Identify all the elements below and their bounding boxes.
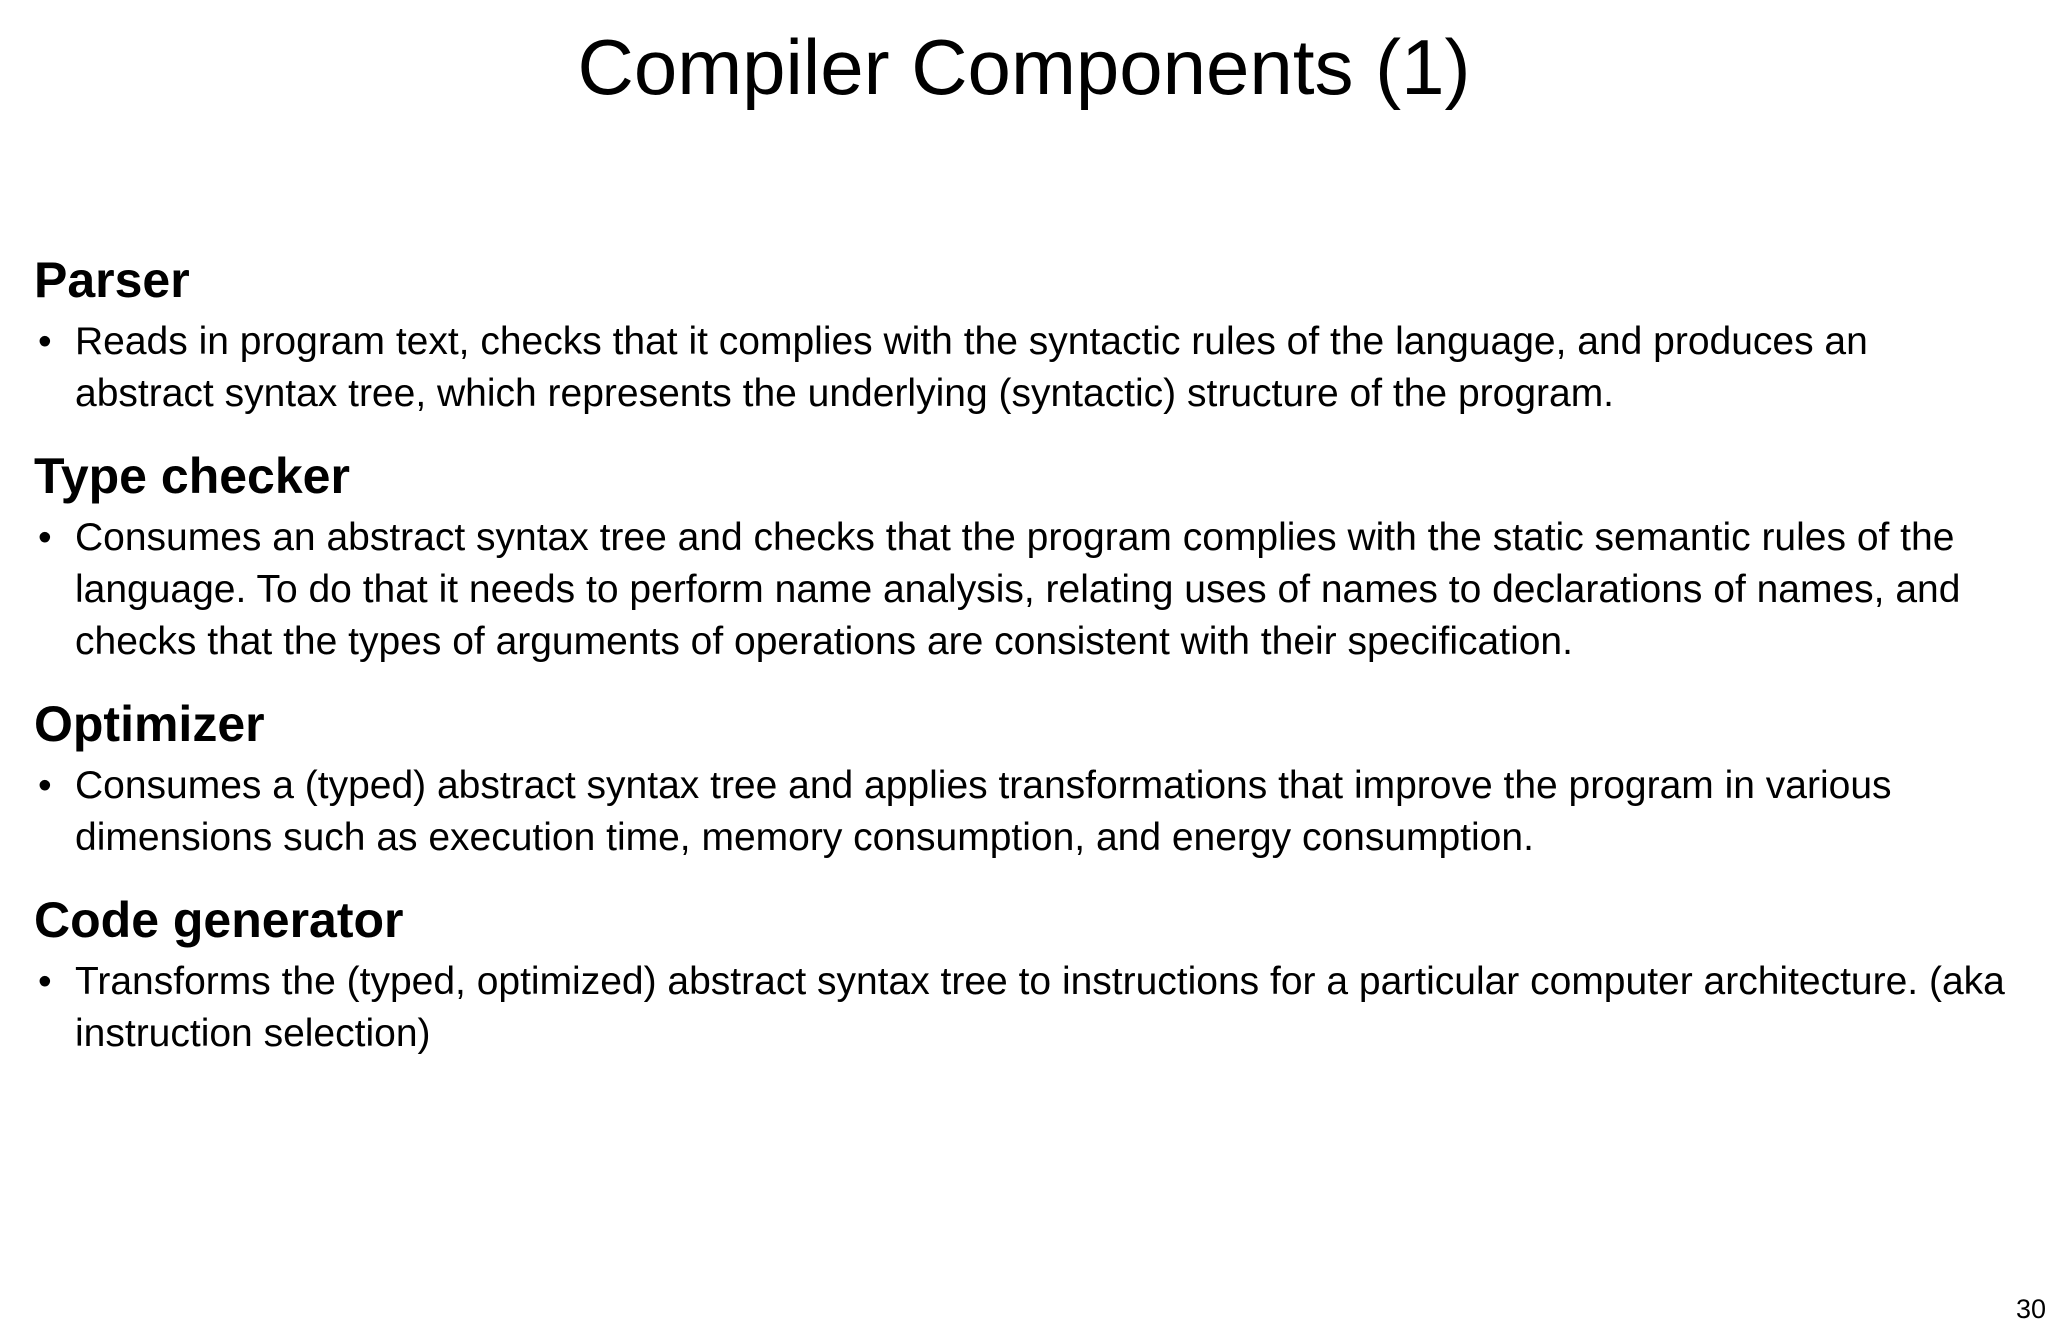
bullet-text: Consumes a (typed) abstract syntax tree and applies transformations that improve the program in various dimensions such as execution time, memory consumption, and energy consumption.	[75, 764, 1892, 859]
bullet-icon: •	[38, 320, 52, 363]
section-heading: Parser	[34, 252, 190, 308]
bullet-item	[34, 316, 2014, 420]
bullet-item	[34, 760, 2014, 864]
bullet-text: Reads in program text, checks that it complies with the syntactic rules of the language, and produces an abstract syntax tree, which represents the underlying (syntactic) structure of the program.	[75, 320, 1868, 415]
section-heading: Optimizer	[34, 696, 265, 752]
bullet-item	[34, 956, 2014, 1060]
bullet-list	[34, 760, 2014, 864]
bullet-list	[34, 956, 2014, 1060]
section-heading: Code generator	[34, 892, 404, 948]
section-heading: Type checker	[34, 448, 350, 504]
section-code-generator	[34, 890, 2014, 1060]
bullet-list	[34, 316, 2014, 420]
page-number: 30	[2015, 1294, 2046, 1324]
bullet-list	[34, 512, 2014, 668]
slide-title: Compiler Components (1)	[577, 23, 1471, 111]
slide-content	[34, 250, 2014, 1086]
bullet-icon: •	[38, 764, 52, 807]
bullet-icon: •	[38, 960, 52, 1003]
bullet-text: Consumes an abstract syntax tree and checks that the program complies with the static semantic rules of the language. To do that it needs to perform name analysis, relating uses of names to declarations of names, and checks that the types of arguments of operations are consistent with their specification.	[75, 516, 1961, 663]
section-type-checker	[34, 446, 2014, 668]
section-optimizer	[34, 694, 2014, 864]
section-parser	[34, 250, 2014, 420]
bullet-text: Transforms the (typed, optimized) abstract syntax tree to instructions for a particular computer architecture. (aka instruction selection)	[75, 960, 2005, 1055]
bullet-icon: •	[38, 516, 52, 559]
bullet-item	[34, 512, 2014, 668]
